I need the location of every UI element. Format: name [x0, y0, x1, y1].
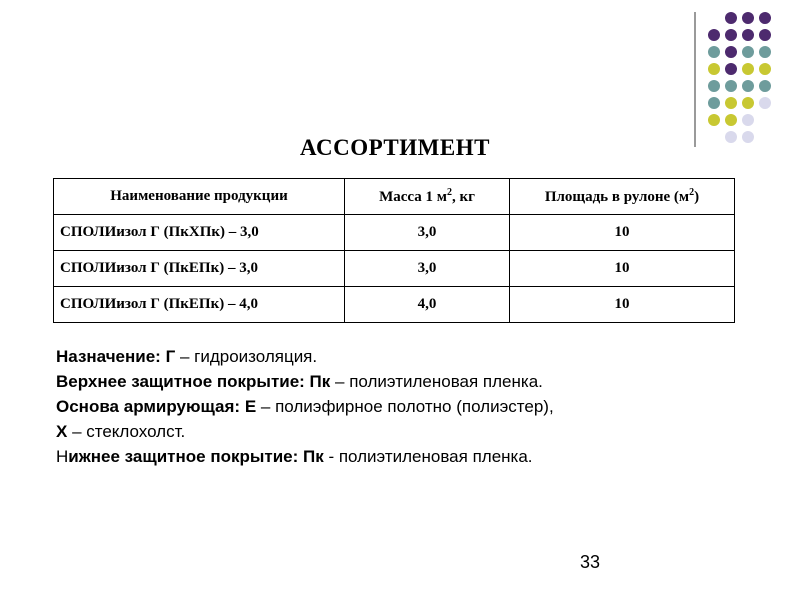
decorative-dot	[708, 97, 720, 109]
decorative-dot	[759, 12, 771, 24]
decorative-dot-grid	[0, 0, 800, 150]
cell-area: 10	[510, 215, 735, 251]
table-header-row	[54, 179, 735, 215]
decorative-dot	[725, 80, 737, 92]
decorative-dot	[725, 97, 737, 109]
decorative-dot	[759, 46, 771, 58]
decorative-dot	[708, 63, 720, 75]
cell-mass: 3,0	[345, 215, 510, 251]
decorative-dot	[759, 80, 771, 92]
table-row	[54, 251, 735, 287]
cell-product-name: СПОЛИизол Г (ПкЕПк) – 4,0	[54, 287, 345, 323]
decorative-dot	[742, 63, 754, 75]
cell-product-name: СПОЛИизол Г (ПкХПк) – 3,0	[54, 215, 345, 251]
page-number: 33	[580, 552, 601, 572]
table-row	[54, 287, 735, 323]
header-product-name: Наименование продукции	[54, 179, 345, 215]
vertical-divider-line	[694, 12, 696, 147]
decorative-dot	[708, 80, 720, 92]
slide-title: АССОРТИМЕНТ	[300, 135, 490, 160]
decorative-dot	[742, 29, 754, 41]
decorative-dot	[742, 97, 754, 109]
cell-mass: 3,0	[345, 251, 510, 287]
note-purpose: Назначение: Г – гидроизоляция.	[56, 347, 318, 366]
table-row	[54, 215, 735, 251]
decorative-dot	[708, 46, 720, 58]
decorative-dot	[725, 29, 737, 41]
decorative-dot	[725, 63, 737, 75]
note-bottom-coating: Нижнее защитное покрытие: Пк - полиэтиленовая пленка.	[56, 447, 533, 466]
cell-mass: 4,0	[345, 287, 510, 323]
decorative-dot	[742, 46, 754, 58]
decorative-dot	[759, 97, 771, 109]
decorative-dot	[759, 63, 771, 75]
cell-product-name: СПОЛИизол Г (ПкЕПк) – 3,0	[54, 251, 345, 287]
decorative-dot	[708, 29, 720, 41]
note-fiberglass: Х – стеклохолст.	[56, 422, 186, 441]
cell-area: 10	[510, 251, 735, 287]
decorative-dot	[759, 29, 771, 41]
notes-block	[56, 344, 554, 469]
note-reinforcing-base: Основа армирующая: Е – полиэфирное полотно (полиэстер),	[56, 397, 554, 416]
decorative-dot	[708, 114, 720, 126]
assortment-table	[53, 178, 735, 323]
decorative-dot	[725, 12, 737, 24]
decorative-dot	[742, 12, 754, 24]
cell-area: 10	[510, 287, 735, 323]
note-top-coating: Верхнее защитное покрытие: Пк – полиэтиленовая пленка.	[56, 372, 543, 391]
header-roll-area: Площадь в рулоне $(м^2)$	[510, 179, 735, 215]
header-mass: Масса 1 $м^2$, кг	[345, 179, 510, 215]
decorative-dot	[742, 114, 754, 126]
decorative-dot	[725, 114, 737, 126]
decorative-dot	[742, 80, 754, 92]
decorative-dot	[725, 46, 737, 58]
